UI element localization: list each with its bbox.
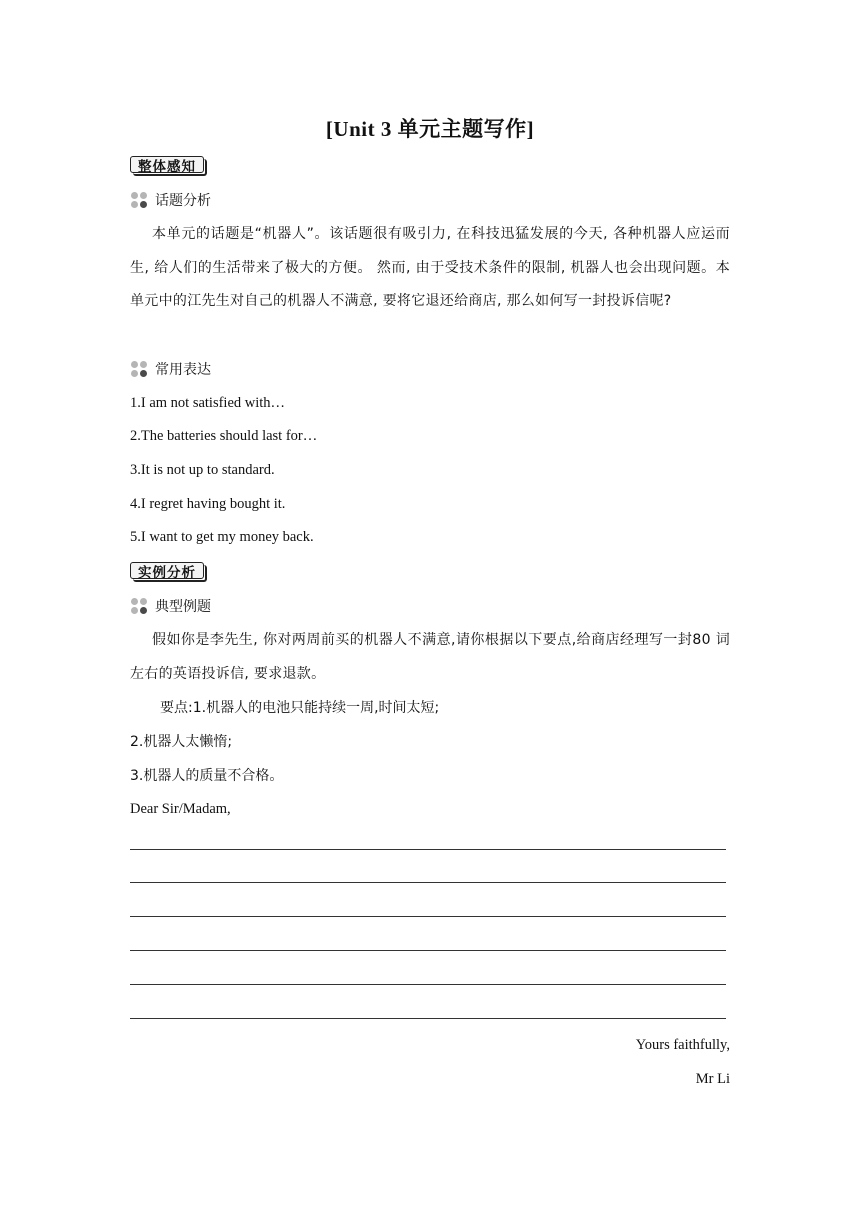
heading-label: 话题分析 <box>155 193 211 209</box>
writing-line[interactable] <box>130 1018 726 1019</box>
writing-line[interactable] <box>130 984 726 985</box>
letter-signature: Mr Li <box>695 1071 730 1087</box>
letter-closing: Yours faithfully, <box>635 1037 730 1053</box>
dots-bullet-icon <box>131 361 148 378</box>
section-badge-label: 整体感知 <box>138 159 196 175</box>
dots-bullet-icon <box>131 598 148 615</box>
heading-label: 常用表达 <box>155 362 211 378</box>
section-badge-label: 实例分析 <box>138 565 196 581</box>
expression-item: 4.I regret having bought it. <box>130 496 286 512</box>
page-title: [Unit 3 单元主题写作] <box>325 117 535 141</box>
letter-salutation: Dear Sir/Madam, <box>130 801 231 817</box>
key-point-3: 3.机器人的质量不合格。 <box>130 768 284 784</box>
expression-item: 1.I am not satisfied with… <box>130 395 286 411</box>
topic-paragraph: 本单元的话题是“机器人”。该话题很有吸引力, 在科技迅猛发展的今天, 各种机器人应运而生, 给人们的生活带来了极大的方便。 然而, 由于受技术条件的限制, 机器人也会出现问题。本单元中的江先生对自己的机器人不满意, 要将它退还给商店, 那么如何写一封投诉信呢? <box>130 226 730 309</box>
section-badge-example <box>130 560 210 582</box>
expression-item: 5.I want to get my money back. <box>130 529 314 545</box>
common-expressions-heading <box>131 359 211 379</box>
expression-item: 2.The batteries should last for… <box>130 428 318 444</box>
example-paragraph: 假如你是李先生, 你对两周前买的机器人不满意,请你根据以下要点,给商店经理写一封80 词左右的英语投诉信, 要求退款。 <box>130 632 730 682</box>
heading-label: 典型例题 <box>155 599 211 615</box>
key-point-2: 2.机器人太懒惰; <box>130 734 233 750</box>
writing-line[interactable] <box>130 882 726 883</box>
writing-line[interactable] <box>130 916 726 917</box>
writing-line[interactable] <box>130 950 726 951</box>
dots-bullet-icon <box>131 192 148 209</box>
key-points-intro: 要点:1.机器人的电池只能持续一周,时间太短; <box>160 700 440 716</box>
expression-item: 3.It is not up to standard. <box>130 462 275 478</box>
typical-example-heading <box>131 596 211 616</box>
topic-analysis-heading <box>131 190 211 210</box>
section-badge-overview <box>130 154 210 176</box>
writing-line[interactable] <box>130 849 726 850</box>
